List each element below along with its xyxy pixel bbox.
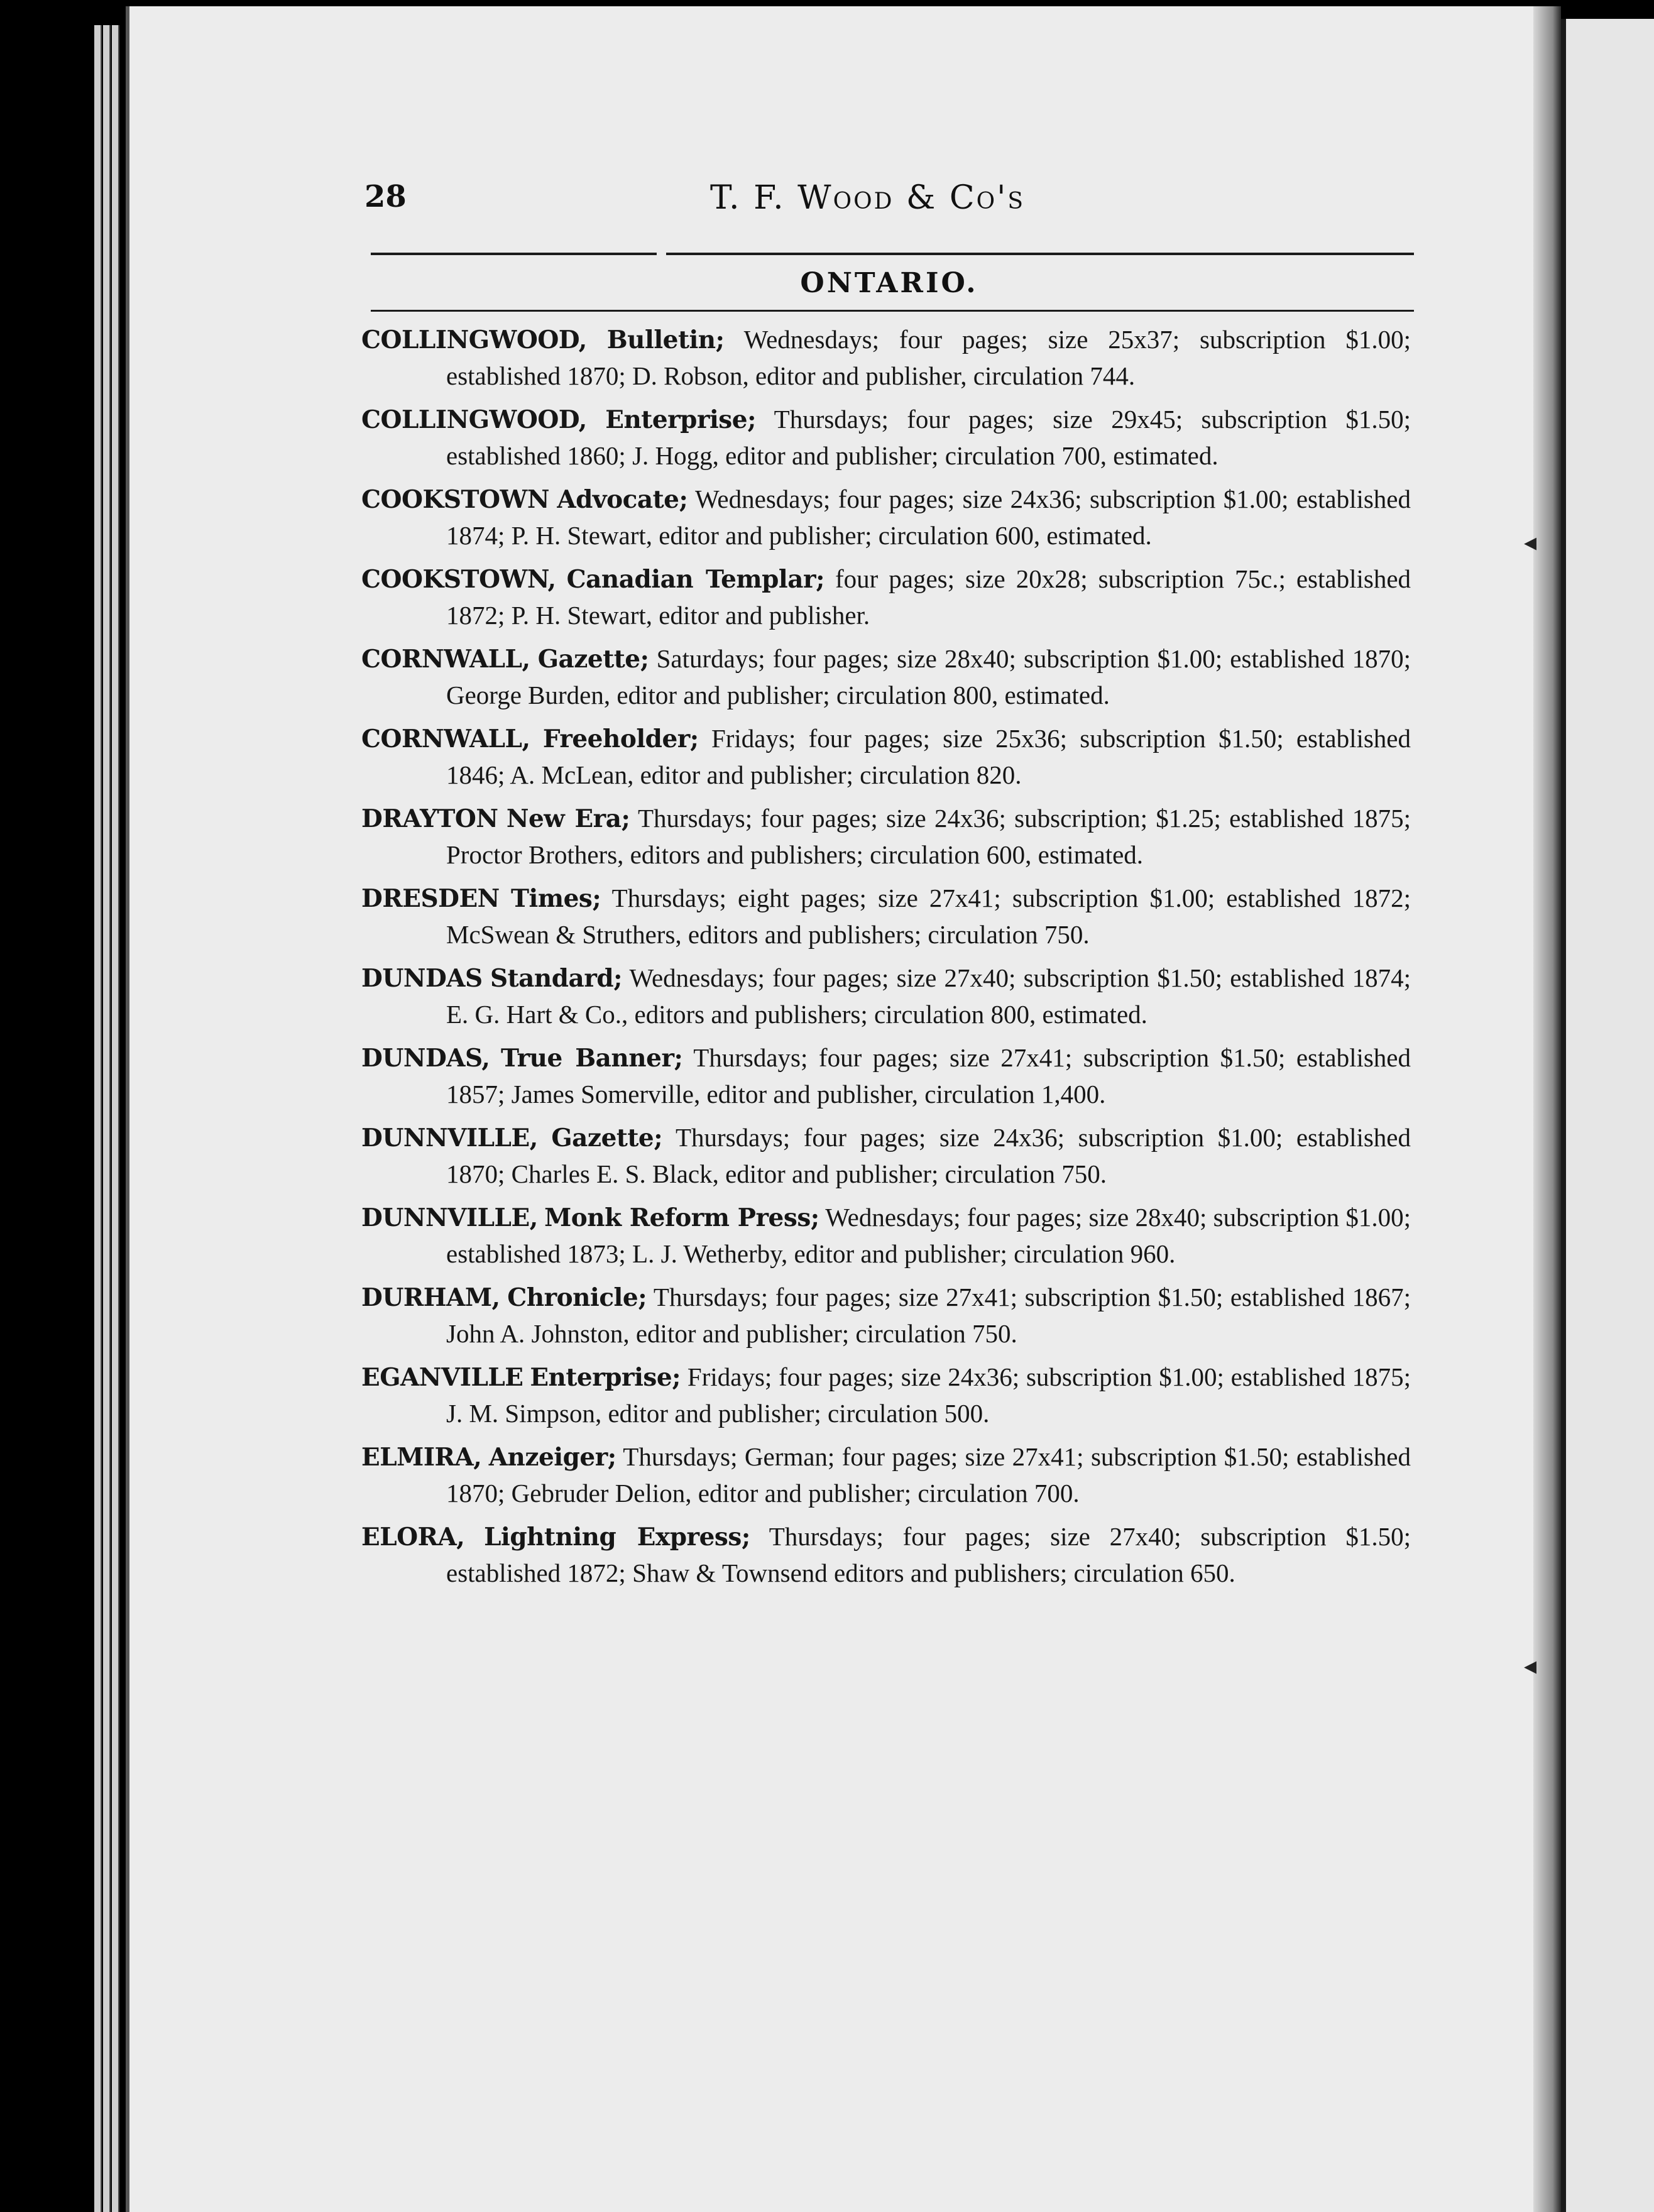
- entry-paper-title: Monk Reform Press;: [544, 1203, 819, 1232]
- entry-place: DRAYTON: [361, 804, 498, 833]
- entry-paper-title: Times;: [510, 884, 601, 913]
- entry-details: Fridays; four pages; size 25x36; subscription $1.50; established 1846; A. McLean, editor and publisher; circulation 820.: [446, 724, 1411, 789]
- entry-details: Thursdays; four pages; size 24x36; subscription; $1.25; established 1875; Proctor Brothers, editors and publishers; circulation 600, estimated.: [446, 804, 1411, 869]
- entry-details: Thursdays; four pages; size 27x40; subscription $1.50; established 1872; Shaw & Townsend editors and publishers; circulation 650.: [446, 1522, 1411, 1587]
- margin-mark-icon: ◂: [1524, 528, 1537, 557]
- newspaper-listing: [361, 322, 1411, 1599]
- entry-paper-title: Standard;: [490, 964, 623, 993]
- entry-paper-title: True Banner;: [500, 1044, 683, 1073]
- newspaper-entry: [361, 1279, 1411, 1352]
- newspaper-entry: [361, 1200, 1411, 1272]
- entry-details: Thursdays; eight pages; size 27x41; subscription $1.00; established 1872; McSwean & Struthers, editors and publishers; circulation 750.: [446, 884, 1411, 949]
- newspaper-entry: [361, 1040, 1411, 1112]
- entry-place: DUNNVILLE,: [361, 1203, 538, 1232]
- entry-place: COLLINGWOOD,: [361, 326, 587, 354]
- entry-place: COOKSTOWN,: [361, 565, 556, 594]
- entry-place: EGANVILLE: [361, 1363, 523, 1392]
- newspaper-entry: [361, 481, 1411, 554]
- entry-details: four pages; size 20x28; subscription 75c.; established 1872; P. H. Stewart, editor and publisher.: [446, 564, 1411, 630]
- entry-place: ELORA,: [361, 1523, 465, 1552]
- entry-place: DURHAM,: [361, 1283, 500, 1312]
- entry-paper-title: Gazette;: [537, 645, 649, 674]
- newspaper-entry: [361, 1120, 1411, 1192]
- newspaper-entry: [361, 801, 1411, 873]
- entry-place: DUNNVILLE,: [361, 1124, 538, 1153]
- page-number: 28: [364, 179, 407, 214]
- entry-place: CORNWALL,: [361, 725, 530, 753]
- entry-place: DUNDAS,: [361, 1044, 490, 1073]
- entry-details: Wednesdays; four pages; size 27x40; subscription $1.50; established 1874; E. G. Hart & Co., editors and publishers; circulation 800, estimated.: [446, 963, 1411, 1029]
- entry-paper-title: Lightning Express;: [484, 1523, 750, 1552]
- entry-paper-title: Gazette;: [551, 1124, 663, 1153]
- entry-paper-title: Bulletin;: [606, 326, 725, 354]
- newspaper-entry: [361, 322, 1411, 394]
- entry-details: Thursdays; four pages; size 27x41; subscription $1.50; established 1867; John A. Johnston, editor and publisher; circulation 750.: [446, 1283, 1411, 1348]
- entry-details: Fridays; four pages; size 24x36; subscription $1.00; established 1875; J. M. Simpson, editor and publisher; circulation 500.: [446, 1362, 1411, 1428]
- entry-place: CORNWALL,: [361, 645, 530, 674]
- margin-mark-icon: ◂: [1524, 1651, 1537, 1680]
- entry-details: Thursdays; four pages; size 27x41; subscription $1.50; established 1857; James Somerville, editor and publisher, circulation 1,400.: [446, 1043, 1411, 1109]
- page-edge: [94, 25, 102, 2212]
- entry-details: Wednesdays; four pages; size 28x40; subscription $1.00; established 1873; L. J. Wetherby, editor and publisher; circulation 960.: [446, 1203, 1411, 1268]
- entry-place: DUNDAS: [361, 964, 483, 993]
- page-edge: [112, 25, 119, 2212]
- entry-details: Thursdays; four pages; size 29x45; subscription $1.50; established 1860; J. Hogg, editor and publisher; circulation 700, estimated.: [446, 405, 1411, 470]
- entry-paper-title: Enterprise;: [530, 1363, 681, 1392]
- page-edge: [103, 25, 111, 2212]
- entry-place: DRESDEN: [361, 884, 500, 913]
- entry-details: Thursdays; four pages; size 24x36; subscription $1.00; established 1870; Charles E. S. Black, editor and publisher; circulation 750.: [446, 1123, 1411, 1188]
- entry-details: Saturdays; four pages; size 28x40; subscription $1.00; established 1870; George Burden, editor and publisher; circulation 800, estimated.: [446, 644, 1411, 709]
- entry-paper-title: Canadian Templar;: [566, 565, 824, 594]
- newspaper-entry: [361, 1519, 1411, 1591]
- running-title: T. F. Wood & Co's: [710, 179, 1026, 217]
- entry-paper-title: Chronicle;: [507, 1283, 647, 1312]
- facing-page-edge: [1561, 19, 1654, 2212]
- entry-paper-title: New Era;: [506, 804, 630, 833]
- head-rule: [666, 253, 1414, 255]
- head-rule: [371, 253, 657, 255]
- newspaper-entry: [361, 721, 1411, 793]
- section-rule: [371, 310, 1414, 312]
- newspaper-entry: [361, 880, 1411, 953]
- entry-details: Wednesdays; four pages; size 25x37; subscription $1.00; established 1870; D. Robson, editor and publisher, circulation 744.: [446, 325, 1411, 390]
- gutter-shadow: [1533, 6, 1561, 2212]
- entry-paper-title: Freeholder;: [542, 725, 699, 753]
- entry-details: Wednesdays; four pages; size 24x36; subscription $1.00; established 1874; P. H. Stewart, editor and publisher; circulation 600, estimated.: [446, 485, 1411, 550]
- newspaper-entry: [361, 960, 1411, 1032]
- entry-paper-title: Advocate;: [557, 485, 688, 514]
- newspaper-entry: [361, 561, 1411, 633]
- entry-paper-title: Anzeiger;: [488, 1443, 616, 1472]
- entry-details: Thursdays; German; four pages; size 27x41; subscription $1.50; established 1870; Gebruder Delion, editor and publisher; circulation 700.: [446, 1442, 1411, 1508]
- entry-place: COLLINGWOOD,: [361, 405, 587, 434]
- newspaper-entry: [361, 641, 1411, 713]
- running-head: [364, 179, 1433, 229]
- entry-place: COOKSTOWN: [361, 485, 549, 514]
- section-title: ONTARIO.: [800, 267, 978, 299]
- newspaper-entry: [361, 1439, 1411, 1511]
- newspaper-entry: [361, 1359, 1411, 1432]
- entry-paper-title: Enterprise;: [605, 405, 756, 434]
- entry-place: ELMIRA,: [361, 1443, 482, 1472]
- newspaper-entry: [361, 402, 1411, 474]
